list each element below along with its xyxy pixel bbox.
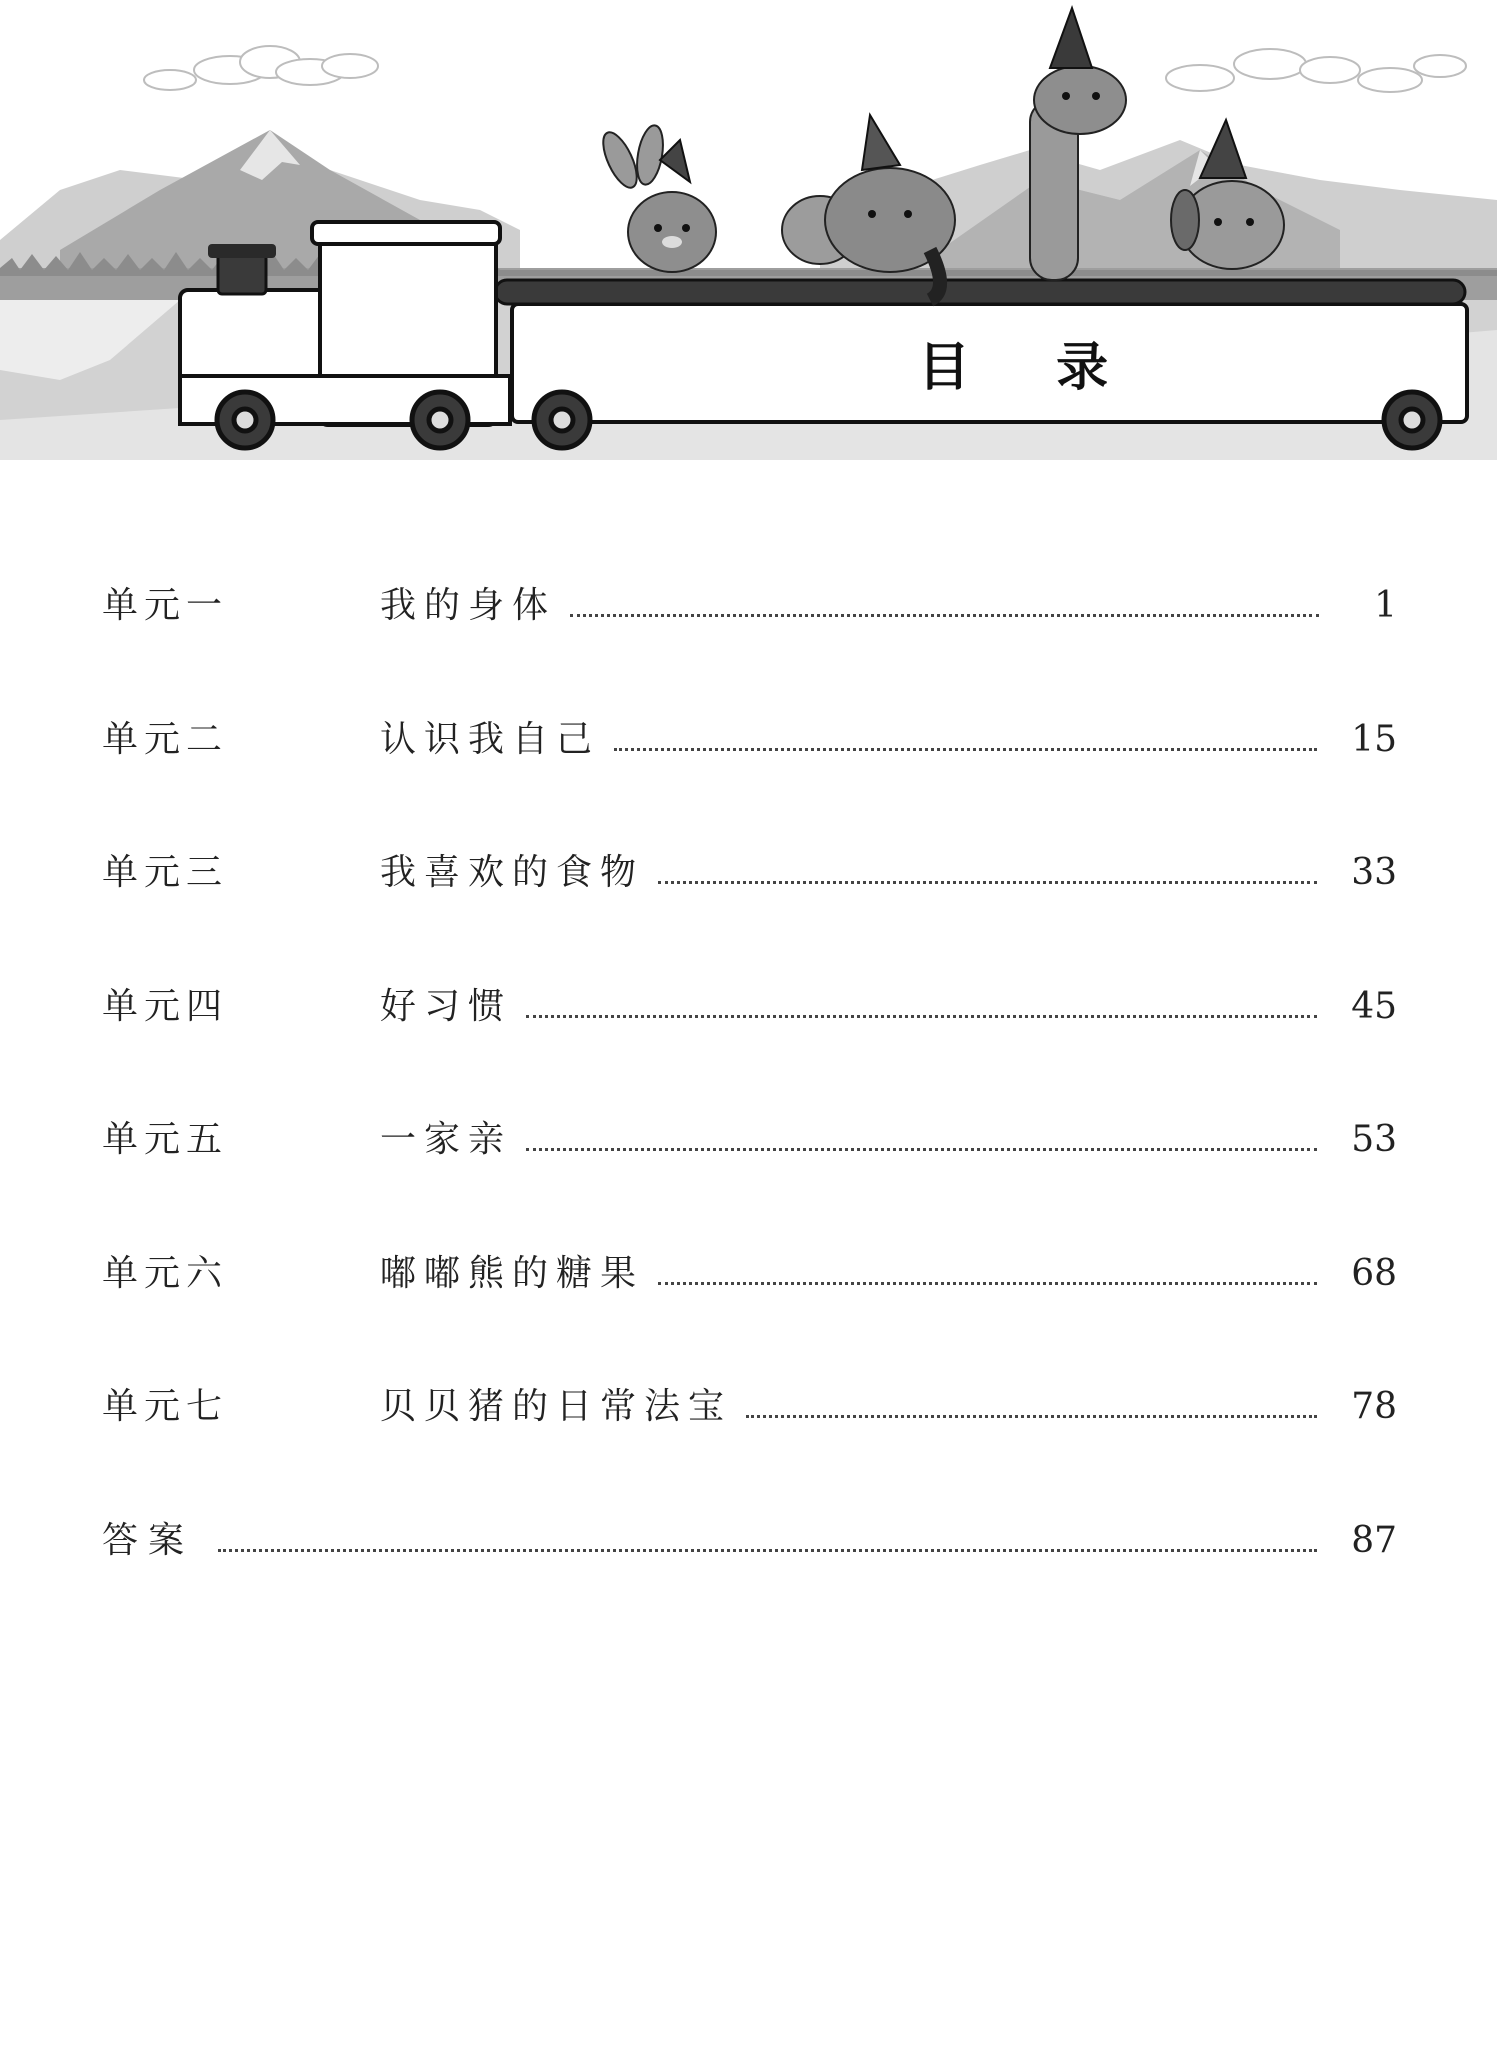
toc-unit-label: 单元四 bbox=[102, 985, 229, 1027]
toc-entry[interactable] bbox=[102, 1381, 1397, 1515]
toc-page-number: 45 bbox=[1351, 985, 1397, 1027]
toc-entry-answers[interactable] bbox=[102, 1515, 1397, 1649]
dot-leader bbox=[526, 1114, 1317, 1151]
train-car-icon bbox=[495, 280, 1467, 422]
page-title: 目 录 bbox=[918, 338, 1143, 398]
toc-entry[interactable] bbox=[102, 580, 1397, 714]
toc-page-number: 78 bbox=[1351, 1386, 1397, 1427]
toc-topic-title: 一家亲 bbox=[380, 1119, 513, 1160]
toc-unit-label: 单元五 bbox=[102, 1119, 229, 1160]
toc-unit-label: 单元七 bbox=[102, 1386, 229, 1427]
toc-unit-label: 单元一 bbox=[102, 585, 229, 626]
toc-list bbox=[102, 580, 1397, 1648]
toc-topic-title: 贝贝猪的日常法宝 bbox=[380, 1386, 733, 1427]
toc-topic-title: 认识我自己 bbox=[380, 718, 601, 760]
toc-page-number: 87 bbox=[1351, 1519, 1397, 1561]
header-banner bbox=[0, 0, 1497, 460]
toc-unit-label: 单元六 bbox=[102, 1252, 229, 1294]
toc-entry[interactable] bbox=[102, 1114, 1397, 1248]
toc-entry[interactable] bbox=[102, 1248, 1397, 1382]
toc-page-number: 1 bbox=[1374, 585, 1397, 626]
dot-leader bbox=[746, 1381, 1317, 1418]
toc-page-number: 68 bbox=[1351, 1252, 1397, 1294]
toc-entry[interactable] bbox=[102, 714, 1397, 848]
dot-leader bbox=[614, 714, 1317, 751]
toc-unit-label: 单元二 bbox=[102, 718, 229, 760]
dot-leader bbox=[570, 580, 1319, 617]
toc-entry[interactable] bbox=[102, 847, 1397, 981]
dot-leader bbox=[526, 981, 1317, 1018]
toc-topic-title: 嘟嘟熊的糖果 bbox=[380, 1252, 645, 1294]
train-illustration bbox=[0, 0, 1497, 460]
dot-leader bbox=[658, 847, 1317, 884]
toc-page-number: 53 bbox=[1351, 1119, 1397, 1160]
dot-leader bbox=[658, 1248, 1317, 1285]
dot-leader bbox=[218, 1515, 1317, 1552]
toc-page-number: 33 bbox=[1351, 852, 1397, 893]
toc-topic-title: 好习惯 bbox=[380, 985, 513, 1027]
toc-entry[interactable] bbox=[102, 981, 1397, 1115]
toc-unit-label: 单元三 bbox=[102, 852, 229, 893]
toc-answers-label: 答案 bbox=[102, 1519, 195, 1561]
toc-topic-title: 我的身体 bbox=[380, 585, 557, 626]
toc-page-number: 15 bbox=[1351, 718, 1397, 760]
toc-topic-title: 我喜欢的食物 bbox=[380, 852, 645, 893]
